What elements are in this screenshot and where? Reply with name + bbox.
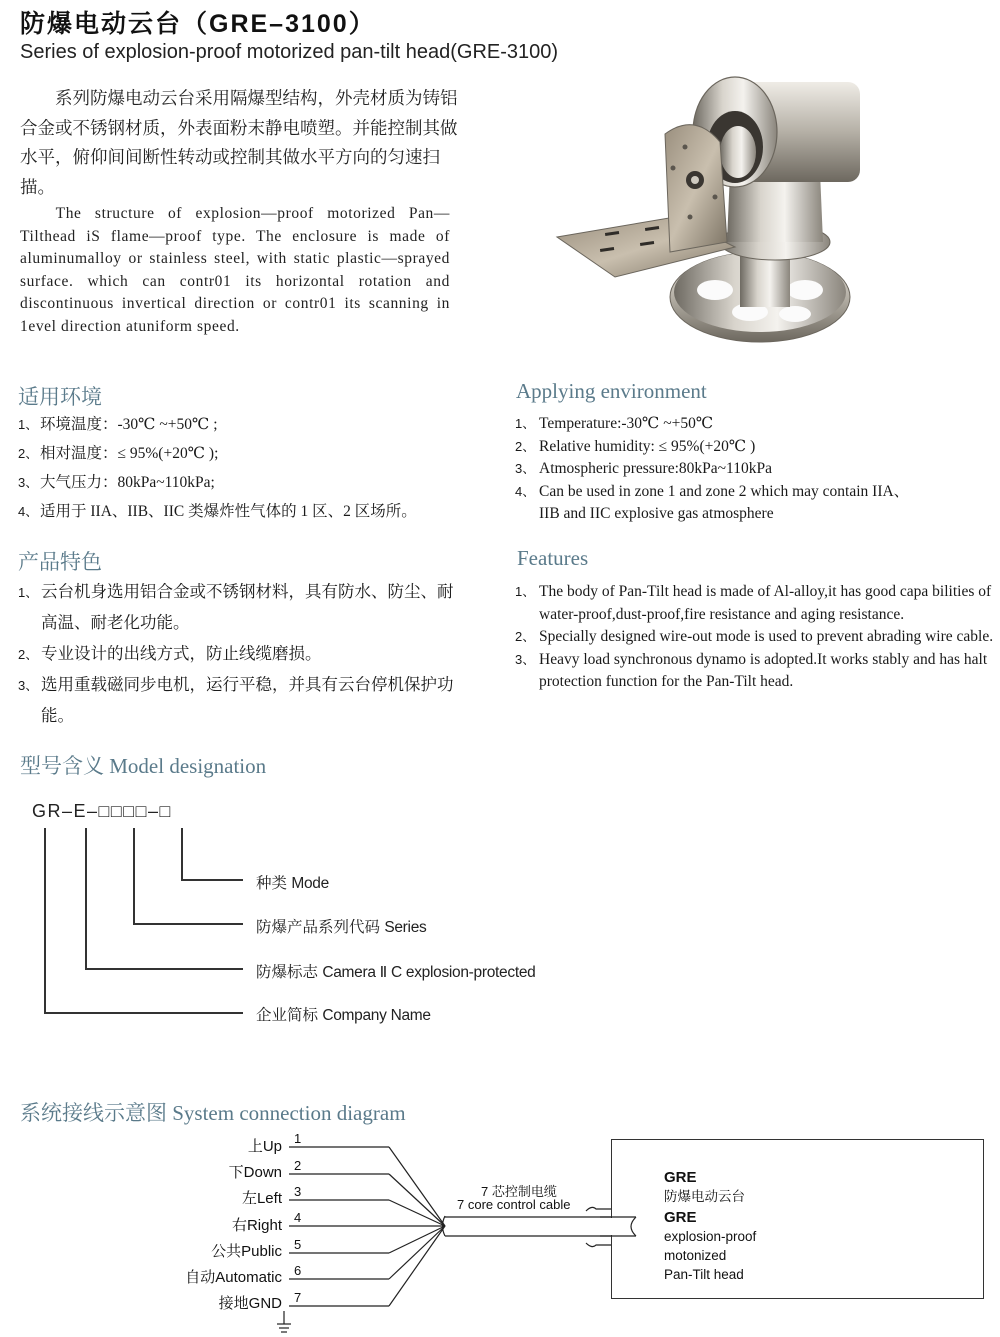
cable-label-cn: 7 芯控制电缆: [481, 1184, 557, 1199]
device-name-en-3: Pan-Tilt head: [664, 1267, 744, 1282]
environment-list-cn: [18, 410, 488, 526]
intro-paragraph-en: [20, 203, 450, 338]
section-heading-features-en: Features: [517, 546, 589, 570]
list-text: 云台机身选用铝合金或不锈钢材料，具有防水、防尘、耐高温、耐老化功能。: [41, 583, 454, 632]
intro-text-cn: 系列防爆电动云台采用隔爆型结构，外壳材质为铸铝合金或不锈钢材质，外表面粉末静电喷塑。并能控制其做水平，俯仰间间断性转动或控制其做水平方向的匀速扫描。: [20, 88, 458, 197]
list-text: Heavy load synchronous dynamo is adopted.It works stably and has halt protection function for the Pan-Tilt head.: [539, 650, 988, 691]
wire-number: 1: [294, 1131, 302, 1146]
label-cn: 企业简标: [256, 1007, 319, 1024]
device-name-cn-code: GRE: [664, 1169, 697, 1186]
list-item: [18, 468, 488, 497]
label-en: Mode: [291, 875, 329, 892]
intro-paragraph-cn: [20, 84, 460, 202]
list-number: 3、: [18, 678, 39, 693]
page-title-cn: 防爆电动云台（GRE–3100）: [20, 10, 376, 38]
tree-line: [44, 828, 46, 1013]
device-name-en-1: explosion-proof: [664, 1229, 757, 1244]
list-text: The body of Pan-Tilt head is made of Al-alloy,it has good capa bilities of water-proof,dust-proof,fire resistance and aging resistance.: [539, 583, 992, 623]
features-list-cn: [18, 577, 468, 732]
device-name-cn: 防爆电动云台: [664, 1189, 745, 1204]
model-label-explosion-mark: [256, 960, 535, 982]
ground-icon: [276, 1311, 292, 1333]
list-item: [18, 639, 468, 670]
label-en: Series: [384, 919, 427, 936]
label-en: Company Name: [322, 1007, 431, 1024]
wire-label-up: 上Up: [247, 1138, 282, 1155]
model-label-company: [256, 1003, 431, 1025]
tree-line: [181, 828, 183, 880]
pan-tilt-head-illustration: [555, 72, 865, 362]
cable-label-en: 7 core control cable: [457, 1197, 571, 1212]
label-cn: 防爆标志: [256, 964, 319, 981]
section-heading-model-designation: 型号含义 Model designation: [20, 754, 267, 778]
tree-line: [85, 968, 243, 970]
wire-label-left: 左Left: [241, 1190, 282, 1207]
list-text: 适用于 IIA、IIB、IIC 类爆炸性气体的 1 区、2 区场所。: [40, 503, 417, 520]
model-label-mode: [256, 871, 329, 893]
cable-end: [600, 1210, 640, 1245]
list-number: 2、: [515, 438, 536, 454]
tree-line: [44, 1012, 243, 1014]
list-item: [515, 413, 995, 436]
wire-label-down: 下Down: [228, 1164, 282, 1181]
model-label-series: [256, 915, 426, 937]
model-code: GR–E–□□□□–□: [32, 801, 172, 821]
list-item: [18, 497, 488, 526]
section-heading-environment-cn: 适用环境: [18, 386, 102, 409]
list-text: Can be used in zone 1 and zone 2 which may contain IIA、IIB and IIC explosive gas atmosphere: [539, 482, 910, 523]
wire-number: 2: [294, 1158, 302, 1173]
tree-line: [133, 923, 243, 925]
wire-label-public: 公共Public: [211, 1243, 282, 1260]
list-number: 1、: [18, 417, 39, 432]
list-item: [18, 577, 468, 639]
list-item: [515, 581, 1000, 626]
list-item: [18, 439, 488, 468]
list-item: [515, 649, 1000, 694]
list-item: [515, 481, 919, 526]
section-heading-features-cn: 产品特色: [18, 551, 102, 574]
list-number: 3、: [515, 651, 536, 667]
list-text: 选用重载磁同步电机，运行平稳，并具有云台停机保护功能。: [41, 676, 454, 725]
tree-line: [133, 828, 135, 924]
list-number: 2、: [515, 629, 536, 645]
list-text: 专业设计的出线方式，防止线缆磨损。: [41, 645, 322, 663]
list-item: [18, 410, 488, 439]
list-item: [18, 670, 468, 732]
tree-line: [181, 879, 243, 881]
list-item: [515, 436, 995, 459]
list-text: Specially designed wire-out mode is used to prevent abrading wire cable.: [539, 628, 994, 646]
device-description: [664, 1168, 756, 1284]
list-text: 大气压力：80kPa~110kPa;: [40, 474, 215, 491]
wire-label-automatic: 自动Automatic: [185, 1269, 282, 1286]
list-item: [515, 458, 995, 481]
section-heading-environment-en: Applying environment: [516, 379, 707, 403]
wire-number: 7: [294, 1290, 302, 1305]
wire-number: 6: [294, 1263, 302, 1278]
wire-number: 4: [294, 1210, 302, 1225]
list-number: 3、: [515, 461, 536, 477]
list-number: 1、: [515, 584, 536, 599]
wire-number: 3: [294, 1184, 302, 1199]
wire-label-right: 右Right: [231, 1217, 282, 1234]
device-name-en-2: motonized: [664, 1248, 727, 1263]
list-text: 环境温度：-30℃ ~+50℃ ;: [40, 416, 218, 433]
device-name-en-code: GRE: [664, 1209, 697, 1226]
label-cn: 种类: [256, 875, 288, 892]
list-text: Temperature:-30℃ ~+50℃: [539, 415, 714, 432]
list-item: [515, 626, 1000, 649]
list-text: Relative humidity: ≤ 95%(+20℃ ): [539, 437, 756, 455]
intro-text-en: The structure of explosion—proof motorized Pan—Tilthead iS flame—proof type. The enclosure is made of aluminumalloy or stainless steel, with static plastic—sprayed surface. which can contr01 its horizontal rotation and discontinuous invertical direction or contr01 its scanning in 1evel direction atuniform speed.: [20, 205, 450, 335]
environment-list-en: [515, 413, 995, 526]
list-number: 1、: [18, 585, 39, 600]
list-number: 4、: [515, 483, 536, 499]
list-number: 2、: [18, 647, 39, 662]
list-number: 1、: [515, 416, 536, 431]
section-heading-connection-diagram: 系统接线示意图 System connection diagram: [20, 1101, 406, 1125]
label-en: Camera Ⅱ C explosion-protected: [322, 964, 536, 981]
wire-number: 5: [294, 1237, 302, 1252]
page-title-en: Series of explosion-proof motorized pan-tilt head(GRE-3100): [20, 41, 559, 63]
list-text: 相对温度：≤ 95%(+20℃ );: [40, 445, 219, 462]
list-text: Atmospheric pressure:80kPa~110kPa: [539, 460, 772, 478]
list-number: 4、: [18, 504, 39, 519]
label-cn: 防爆产品系列代码: [256, 919, 381, 936]
wire-label-gnd: 接地GND: [218, 1295, 282, 1312]
list-number: 2、: [18, 446, 39, 461]
features-list-en: [515, 581, 1000, 694]
tree-line: [85, 828, 87, 969]
product-image: [555, 72, 865, 362]
list-number: 3、: [18, 475, 39, 490]
